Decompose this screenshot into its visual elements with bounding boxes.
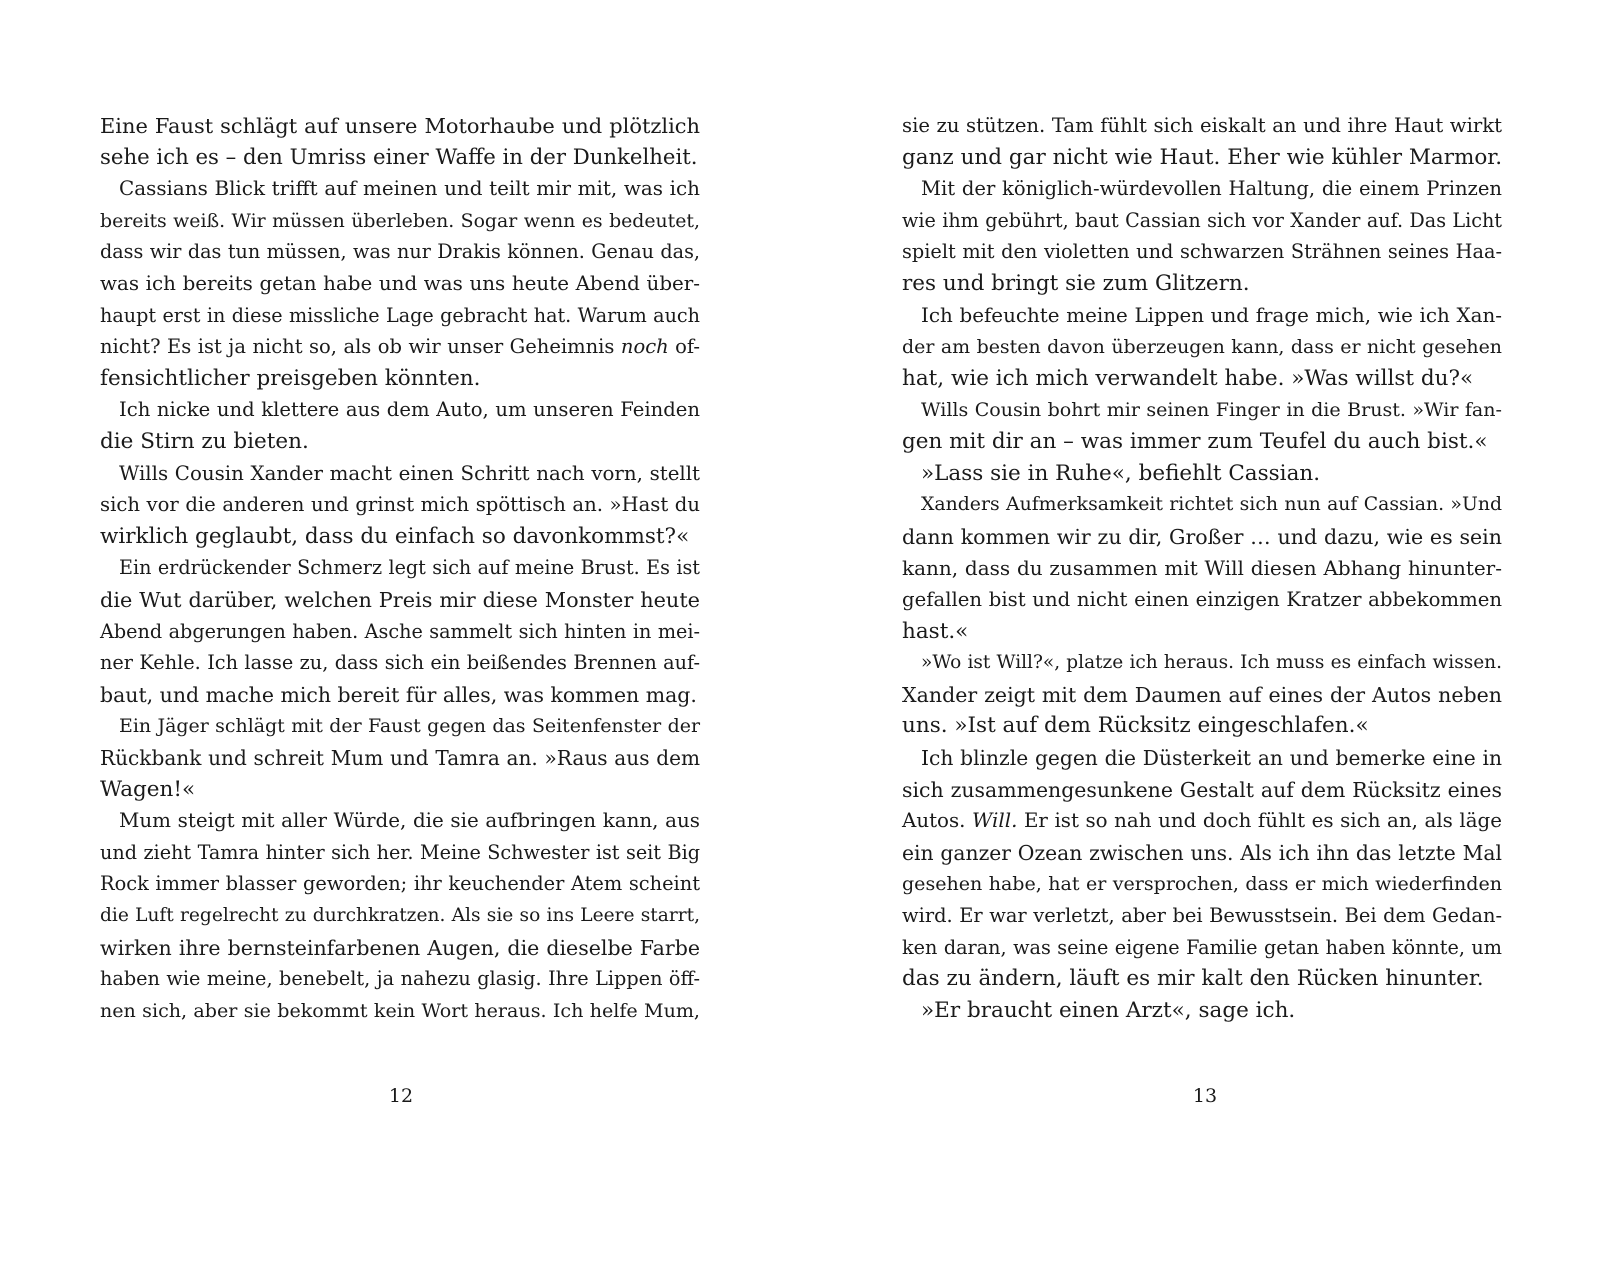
right-page-number: 13 — [1192, 1085, 1218, 1107]
text-run: wird. Er war verletzt, aber bei Bewusstsein. Bei dem Gedan- — [902, 904, 1502, 927]
text-run: wirken ihre bernsteinfarbenen Augen, die dieselbe Farbe — [100, 935, 700, 960]
text-run: sie zu stützen. Tam fühlt sich eiskalt an und ihre Haut wirkt — [902, 114, 1502, 137]
text-line — [902, 616, 1502, 648]
text-line — [921, 300, 1502, 332]
text-line — [119, 552, 700, 584]
text-run: haupt erst in diese missliche Lage gebracht hat. Warum auch — [100, 303, 700, 327]
text-run: wirklich geglaubt, dass du einfach so davonkommst?« — [100, 523, 690, 549]
text-line — [100, 679, 700, 711]
text-run: Xanders Aufmerksamkeit richtet sich nun auf Cassian. »Und — [921, 494, 1502, 516]
text-line — [100, 205, 700, 237]
text-run: res und bringt sie zum Glitzern. — [902, 271, 1250, 296]
text-run: ganz und gar nicht wie Haut. Eher wie kühler Marmor. — [902, 144, 1503, 170]
text-run: ner Kehle. Ich lasse zu, dass sich ein beißendes Brennen auf- — [100, 651, 700, 675]
text-run: hast.« — [902, 618, 969, 644]
text-run: gen mit dir an – was immer zum Teufel du auch bist.« — [902, 429, 1488, 454]
text-run: »Wo ist Will?«, platze ich heraus. Ich muss es einfach wissen. — [921, 652, 1502, 674]
text-run: Eine Faust schlägt auf unsere Motorhaube und plötzlich — [100, 114, 700, 138]
text-run: Ich befeuchte meine Lippen und frage mich, wie ich Xan- — [921, 303, 1502, 327]
text-run: Mum steigt mit aller Würde, die sie aufbringen kann, aus — [119, 809, 700, 833]
text-line — [100, 331, 700, 363]
text-run: Wagen!« — [100, 776, 196, 802]
text-line — [902, 932, 1502, 964]
text-run: ken daran, was seine eigene Familie getan haben könnte, um — [902, 935, 1502, 959]
italic-text: noch — [620, 335, 669, 359]
text-run: die Wut darüber, welchen Preis mir diese Monster heute — [100, 588, 700, 612]
text-run: Ein Jäger schlägt mit der Faust gegen das Seitenfenster der — [119, 715, 700, 738]
text-line — [100, 837, 700, 869]
text-line — [902, 142, 1502, 174]
text-line — [100, 426, 700, 458]
text-run: der am besten davon überzeugen kann, dass er nicht gesehen — [902, 336, 1502, 359]
text-run: Wills Cousin bohrt mir seinen Finger in die Brust. »Wir fan- — [921, 399, 1502, 422]
text-run: haben wie meine, benebelt, ja nahezu glasig. Ihre Lippen öff- — [100, 967, 700, 991]
text-line — [921, 742, 1502, 774]
text-line — [100, 363, 700, 395]
text-line — [902, 805, 1502, 837]
text-line — [119, 458, 700, 490]
text-run: Cassians Blick trifft auf meinen und teilt mir mit, was ich — [119, 177, 700, 201]
text-line — [100, 268, 700, 300]
text-line — [902, 837, 1502, 869]
text-run: sich zusammengesunkene Gestalt auf dem Rücksitz eines — [902, 777, 1502, 802]
text-line — [100, 647, 700, 679]
text-line — [902, 868, 1502, 900]
text-line — [119, 805, 700, 837]
text-run: Ich nicke und klettere aus dem Auto, um unseren Feinden — [119, 398, 700, 422]
left-page-number: 12 — [388, 1085, 414, 1107]
text-run: wie ihm gebührt, baut Cassian sich vor Xander auf. Das Licht — [902, 208, 1502, 232]
text-run: gesehen habe, hat er versprochen, dass er mich wiederfinden — [902, 873, 1502, 896]
text-run: sehe ich es – den Umriss einer Waffe in der Dunkelheit. — [100, 144, 698, 170]
text-run: »Er braucht einen Arzt«, sage ich. — [921, 997, 1296, 1023]
text-line — [100, 900, 700, 932]
text-line — [119, 394, 700, 426]
text-run: Autos. — [902, 809, 973, 833]
text-run: Abend abgerungen haben. Asche sammelt sich hinten in mei- — [100, 619, 700, 643]
text-run: »Lass sie in Ruhe«, befiehlt Cassian. — [921, 460, 1321, 486]
text-line — [902, 900, 1502, 932]
text-line — [100, 742, 700, 774]
text-run: fensichtlicher preisgeben könnten. — [100, 365, 481, 391]
text-run: bereits weiß. Wir müssen überleben. Sogar wenn es bedeutet, — [100, 209, 700, 232]
text-line — [921, 458, 1502, 490]
text-run: nicht? Es ist ja nicht so, als ob wir unser Geheimnis — [100, 335, 621, 359]
text-run: sich vor die anderen und grinst mich spöttisch an. »Hast du — [100, 493, 700, 517]
text-line — [100, 236, 700, 268]
text-line — [902, 268, 1502, 300]
text-run: Xander zeigt mit dem Daumen auf eines der Autos neben — [902, 682, 1502, 707]
text-line — [902, 363, 1502, 395]
text-run: gefallen bist und nicht einen einzigen Kratzer abbekommen — [902, 588, 1502, 611]
text-run: Rock immer blasser geworden; ihr keuchender Atem scheint — [100, 872, 700, 896]
text-line — [902, 331, 1502, 363]
italic-text: Will. — [972, 809, 1018, 833]
text-line — [902, 110, 1502, 142]
text-line — [119, 173, 700, 205]
text-line — [902, 679, 1502, 711]
text-line — [100, 963, 700, 995]
text-line — [921, 647, 1502, 679]
text-line — [921, 489, 1502, 521]
text-run: kann, dass du zusammen mit Will diesen Abhang hinunter- — [902, 556, 1502, 581]
text-line — [100, 774, 700, 806]
text-run: dann kommen wir zu dir, Großer … und dazu, wie es sein — [902, 524, 1502, 549]
text-line — [100, 300, 700, 332]
text-run: was ich bereits getan habe und was uns heute Abend über- — [100, 272, 700, 295]
text-line — [902, 710, 1502, 742]
text-run: dass wir das tun müssen, was nur Drakis können. Genau das, — [100, 240, 700, 264]
text-run: uns. »Ist auf dem Rücksitz eingeschlafen.« — [902, 713, 1369, 739]
text-run: Ich blinzle gegen die Düsterkeit an und bemerke eine in — [921, 746, 1502, 770]
text-run: Er ist so nah und doch fühlt es sich an, als läge — [1017, 809, 1502, 833]
text-line — [902, 552, 1502, 584]
text-line — [100, 521, 700, 553]
text-run: baut, und mache mich bereit für alles, was kommen mag. — [100, 682, 697, 707]
text-line — [921, 173, 1502, 205]
text-run: spielt mit den violetten und schwarzen Strähnen seines Haa- — [902, 240, 1502, 264]
text-line — [100, 142, 700, 174]
text-run: die Luft regelrecht zu durchkratzen. Als sie so ins Leere starrt, — [100, 905, 700, 926]
text-line — [902, 236, 1502, 268]
text-line — [921, 394, 1502, 426]
text-line — [902, 521, 1502, 553]
text-line — [902, 205, 1502, 237]
text-run: Mit der königlich-würdevollen Haltung, die einem Prinzen — [921, 177, 1502, 201]
text-run: Wills Cousin Xander macht einen Schritt nach vorn, stellt — [119, 461, 700, 485]
text-run: Rückbank und schreit Mum und Tamra an. »Raus aus dem — [100, 746, 700, 770]
text-line — [902, 584, 1502, 616]
text-line — [902, 426, 1502, 458]
text-line — [100, 932, 700, 964]
text-run: die Stirn zu bieten. — [100, 429, 309, 454]
text-line — [921, 995, 1502, 1027]
text-line — [100, 995, 700, 1027]
text-run: das zu ändern, läuft es mir kalt den Rücken hinunter. — [902, 966, 1484, 992]
text-run: hat, wie ich mich verwandelt habe. »Was willst du?« — [902, 365, 1474, 391]
text-line — [100, 584, 700, 616]
text-line — [902, 963, 1502, 995]
text-run: ein ganzer Ozean zwischen uns. Als ich ihn das letzte Mal — [902, 840, 1502, 865]
text-line — [100, 616, 700, 648]
text-line — [902, 774, 1502, 806]
text-run: of- — [668, 335, 700, 359]
text-run: nen sich, aber sie bekommt kein Wort heraus. Ich helfe Mum, — [100, 999, 700, 1022]
text-line — [119, 710, 700, 742]
text-line — [100, 868, 700, 900]
text-line — [100, 110, 700, 142]
text-line — [100, 489, 700, 521]
text-run: Ein erdrückender Schmerz legt sich auf meine Brust. Es ist — [119, 556, 700, 580]
text-run: und zieht Tamra hinter sich her. Meine Schwester ist seit Big — [100, 840, 700, 864]
